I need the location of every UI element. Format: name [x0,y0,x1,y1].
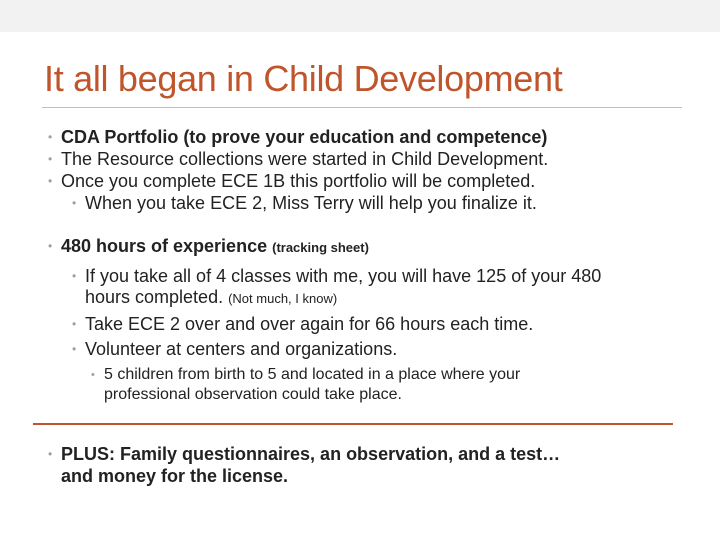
bullet-icon: • [72,196,77,210]
bullet-icon: • [48,174,53,188]
bullet-icon: • [72,342,77,356]
bullet-note: (tracking sheet) [272,240,369,255]
bullet-text: When you take ECE 2, Miss Terry will help you finalize it. [85,193,537,213]
bullet-cda-portfolio [48,126,698,148]
slide-content [48,124,698,405]
bullet-icon: • [48,447,53,461]
bullet-text: professional observation could take place. [104,386,402,403]
bullet-icon: • [48,239,53,253]
bullet-text: Once you complete ECE 1B this portfolio will be completed. [61,171,536,191]
bullet-text: 5 children from birth to 5 and located in a place where your [104,366,521,383]
bullet-icon: • [91,369,95,381]
bullet-text: and money for the license. [61,466,289,486]
bullet-text: Volunteer at centers and organizations. [85,339,398,359]
bullet-text: Take ECE 2 over and over again for 66 hours each time. [85,314,534,334]
bullet-icon: • [48,130,53,144]
bullet-note: (Not much, I know) [228,291,338,306]
slide-content-footer [48,443,698,487]
sub-sub-bullet-five-children-cont [48,385,698,405]
bullet-text: If you take all of 4 classes with me, you will have 125 of your 480 [85,266,602,286]
bullet-text: The Resource collections were started in Child Development. [61,149,549,169]
bullet-480-hours [48,235,698,259]
bullet-resource-collections [48,148,698,170]
bullet-icon: • [48,152,53,166]
bullet-plus [48,443,698,465]
bullet-icon: • [72,317,77,331]
bullet-ece-1b [48,170,698,192]
bullet-icon: • [72,269,77,283]
bullet-text: PLUS: Family questionnaires, an observation, and a test… [61,444,561,464]
bullet-text: CDA Portfolio (to prove your education and competence) [61,127,548,147]
header-band [0,0,720,32]
bullet-text: hours completed. [85,287,224,307]
title-underline [42,107,682,108]
sub-bullet-ece-2 [48,192,698,214]
sub-sub-bullet-five-children [48,365,698,385]
slide-title: It all began in Child Development [44,58,563,99]
section-divider [33,423,673,425]
sub-bullet-four-classes [48,265,698,287]
sub-bullet-four-classes-cont [48,287,698,309]
sub-bullet-volunteer [48,338,698,360]
sub-bullet-take-ece-2 [48,313,698,335]
bullet-text: 480 hours of experience [61,236,268,256]
bullet-plus-cont [48,465,698,487]
